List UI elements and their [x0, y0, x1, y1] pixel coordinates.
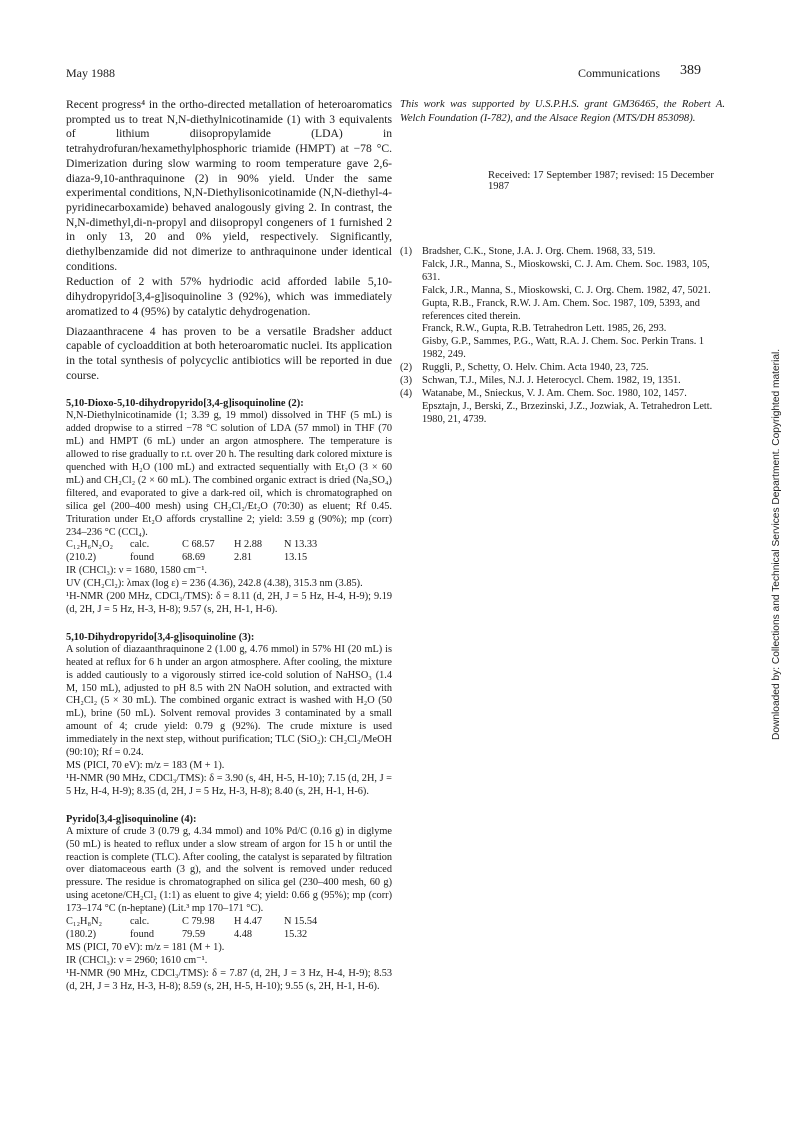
acknowledgement: This work was supported by U.S.P.H.S. grant GM36465, the Robert A. Welch Foundation (I-782), and the Alsace Region (MTS/DH 853098).	[400, 99, 725, 124]
reference-entry: Epsztajn, J., Berski, Z., Brzezinski, J.Z., Jozwiak, A. Tetrahedron Lett. 1980, 21, 4739.	[422, 400, 713, 425]
analysis-calc-value: C 68.57	[182, 539, 215, 551]
reference-item	[400, 362, 725, 375]
running-header-date: May 1988	[66, 66, 115, 80]
analysis-mw: (180.2)	[66, 928, 97, 940]
spectral-data: ¹H-NMR (90 MHz, CDCl₃/TMS): δ = 3.90 (s, 4H, H-5, H-10); 7.15 (d, 2H, J = 5 Hz, H-4, H-9); 8.35 (d, 2H, J = 5 Hz, H-3, H-8); 8.40 (s, 2H, H-1, H-6).	[66, 772, 392, 797]
spectral-data: MS (PICI, 70 eV): m/z = 181 (M + 1).	[66, 941, 225, 953]
experimental-title: 5,10-Dioxo-5,10-dihydropyrido[3,4-g]isoquinoline (2):	[66, 398, 304, 410]
analysis-calc-value: H 2.88	[234, 539, 263, 551]
experimental-title: 5,10-Dihydropyrido[3,4-g]isoquinoline (3):	[66, 631, 255, 643]
reference-entry: Falck, J.R., Manna, S., Mioskowski, C. J. Org. Chem. 1982, 47, 5021.	[422, 284, 711, 296]
right-column	[400, 98, 725, 427]
experimental-text: N,N-Diethylnicotinamide (1; 3.39 g, 19 mmol) dissolved in THF (5 mL) is added dropwise to a stirred −78 °C solution of LDA (57 mmol) in THF (70 mL) and HMPT (6 mL) under an argon atmosphere. The temperature is allowed to rise gradually to r.t. over 20 h. The resulting dark colored mixture is quenched with H₂O (100 mL) and extracted sequentially with Et₂O (3 × 60 mL) and CH₂Cl₂ (2 × 60 mL). The combined organic extract is dried (Na₂SO₄) filtered, and evaporated to give a dark-red oil, which is chromatographed on silica gel (200–400 mesh) using CH₂Cl₂/Et₂O (70:30) as eluent; Rf 0.45. Trituration under Et₂O affords crystalline 2; yield: 3.59 g (90%); mp (corr) 234–236 °C (CCl₄).	[66, 410, 392, 538]
running-header-section: Communications	[578, 66, 660, 80]
analysis-calc-value: N 13.33	[284, 539, 318, 551]
reference-number: (1)	[400, 246, 413, 257]
analysis-found-value: 13.15	[284, 552, 308, 564]
analysis-mw: (210.2)	[66, 552, 97, 564]
reference-entry: Schwan, T.J., Miles, N.J. J. Heterocycl. Chem. 1982, 19, 1351.	[422, 375, 681, 387]
experimental-text: A mixture of crude 3 (0.79 g, 4.34 mmol) and 10% Pd/C (0.16 g) in diglyme (50 mL) is heated to reflux under a slow stream of argon for 15 h or until the reaction is complete (TLC). After cooling, the catalyst is separated by filtration over diatomaceous earth (3 g), and the solvent is removed under reduced pressure. The residue is chromatographed on silica gel (230–400 mesh, 60 g) using acetone/CH₂Cl₂ (1:1) as eluent to give 4; yield: 0.66 g (95%); mp (corr) 173–174 °C (n-heptane) (Lit.³ mp 170–171 °C).	[66, 825, 392, 915]
reference-entry: Watanabe, M., Snieckus, V. J. Am. Chem. Soc. 1980, 102, 1457.	[422, 387, 687, 399]
elemental-analysis	[66, 539, 392, 565]
spectral-data: ¹H-NMR (200 MHz, CDCl₃/TMS): δ = 8.11 (d, 2H, J = 5 Hz, H-4, H-9); 9.19 (d, 2H, J = 5 Hz, H-3, H-8); 9.57 (s, 2H, H-1, H-6).	[66, 591, 392, 615]
spectral-data: ¹H-NMR (90 MHz, CDCl₃/TMS): δ = 7.87 (d, 2H, J = 3 Hz, H-4, H-9); 8.53 (d, 2H, J = 3 Hz, H-3, H-8); 8.59 (s, 2H, H-5, H-10); 9.55 (s, 2H, H-1, H-6).	[66, 967, 392, 992]
experimental-section	[66, 397, 392, 993]
analysis-calc-label: calc.	[130, 916, 150, 928]
analysis-found-value: 68.69	[182, 552, 206, 564]
reference-list	[400, 246, 725, 427]
reference-number: (4)	[400, 387, 413, 399]
experimental-text: A solution of diazaanthraquinone 2 (1.00 g, 4.76 mmol) in 57% HI (20 mL) is heated at reflux for 6 h under an argon atmosphere. After cooling, the mixture is added cautiously to a vigorously stirred ice-cold solution of NaHSO₃ (1.4 M, 150 mL), adjusted to pH 8.5 with 2N NaOH solution, and extracted with CH₂Cl₂ (5 × 30 mL). The combined organic extract is washed with H₂O (50 mL), brine (50 mL). Solvent removal provides 3 contaminated by a small amount of 4; crude yield: 0.79 g (92%). The crude mixture is used immediately in the next step, without purification; TLC (SiO₂): CH₂Cl₂/MeOH (90:10); Rf = 0.24.	[66, 643, 392, 759]
experimental-title: Pyrido[3,4-g]isoquinoline (4):	[66, 813, 197, 825]
reference-item	[400, 388, 725, 427]
reference-entry: Franck, R.W., Gupta, R.B. Tetrahedron Lett. 1985, 26, 293.	[422, 323, 667, 335]
left-column	[66, 98, 392, 994]
spectral-data: IR (CHCl₃): ν = 1680, 1580 cm⁻¹.	[66, 565, 207, 577]
reference-number: (2)	[400, 362, 413, 374]
spectral-data: UV (CH₂Cl₂): λmax (log ε) = 236 (4.36), 242.8 (4.38), 315.3 nm (3.85).	[66, 578, 363, 590]
analysis-found-value: 4.48	[234, 928, 253, 940]
reference-item	[400, 246, 725, 362]
reference-item	[400, 375, 725, 388]
elemental-analysis	[66, 916, 392, 942]
reference-entry: Bradsher, C.K., Stone, J.A. J. Org. Chem. 1968, 33, 519.	[422, 246, 656, 257]
analysis-found-label: found	[130, 928, 155, 940]
analysis-calc-value: H 4.47	[234, 916, 263, 928]
body-paragraph: Recent progress⁴ in the ortho-directed metallation of heteroaromatics prompted us to treat N,N-diethylnicotinamide (1) with 3 equivalents of lithium diisopropylamide (LDA) in tetrahydrofuran/hexamethylphosphoric triamide (HMPT) at −78 °C. Dimerization during slow warming to room temperature gave 2,6-diaza-9,10-anthraquinone (2) in 90% yield. Under the same experimental conditions, N,N-Diethylisonicotinamide (N,N-diethyl-4-pyridinecarboxamide) behaved analogously giving 2. In contrast, the N,N-dimethyl,di-n-propyl and diisopropyl congeners of 1 furnished 2 in only 13, 20 and 0% yield, respectively. Significantly, diethylbenzamide did not dimerize to anthraquinone under identical conditions.	[66, 98, 392, 273]
analysis-found-value: 15.32	[284, 928, 308, 940]
analysis-found-value: 2.81	[234, 552, 253, 564]
analysis-formula: C₁₂H₈N₂	[66, 916, 103, 928]
body-paragraph: Diazaanthracene 4 has proven to be a versatile Bradsher adduct capable of cycloaddition at both heteroaromatic nuclei. Its application in the total synthesis of polycyclic antibiotics will be reported in due course.	[66, 324, 392, 382]
analysis-found-label: found	[130, 552, 155, 564]
body-paragraph: Reduction of 2 with 57% hydriodic acid afforded labile 5,10-dihydropyrido[3,4-g]isoquinoline 3 (92%), which was immediately aromatized to 4 (95%) by catalytic dehydrogenation.	[66, 275, 392, 318]
analysis-found-value: 79.59	[182, 928, 206, 940]
reference-entry: Ruggli, P., Schetty, O. Helv. Chim. Acta 1940, 23, 725.	[422, 362, 649, 374]
analysis-formula: C₁₂H₆N₂O₂	[66, 539, 114, 551]
received-dates: Received: 17 September 1987; revised: 15 December 1987	[488, 170, 714, 192]
spectral-data: IR (CHCl₃): ν = 2960; 1610 cm⁻¹.	[66, 954, 208, 966]
reference-number: (3)	[400, 375, 413, 387]
reference-entry: Gisby, G.P., Sammes, P.G., Watt, R.A. J. Chem. Soc. Perkin Trans. 1 1982, 249.	[422, 336, 705, 361]
reference-entry: Falck, J.R., Manna, S., Mioskowski, C. J. Am. Chem. Soc. 1983, 105, 631.	[422, 258, 710, 283]
spectral-data: MS (PICI, 70 eV): m/z = 183 (M + 1).	[66, 760, 225, 772]
reference-entry: Gupta, R.B., Franck, R.W. J. Am. Chem. Soc. 1987, 109, 5393, and references cited therein.	[422, 297, 700, 322]
page-number: 389	[680, 63, 701, 78]
analysis-calc-value: C 79.98	[182, 916, 215, 928]
analysis-calc-value: N 15.54	[284, 916, 318, 928]
analysis-calc-label: calc.	[130, 539, 150, 551]
download-watermark: Downloaded by: Collections and Technical Services Department. Copyrighted material.	[771, 348, 782, 740]
